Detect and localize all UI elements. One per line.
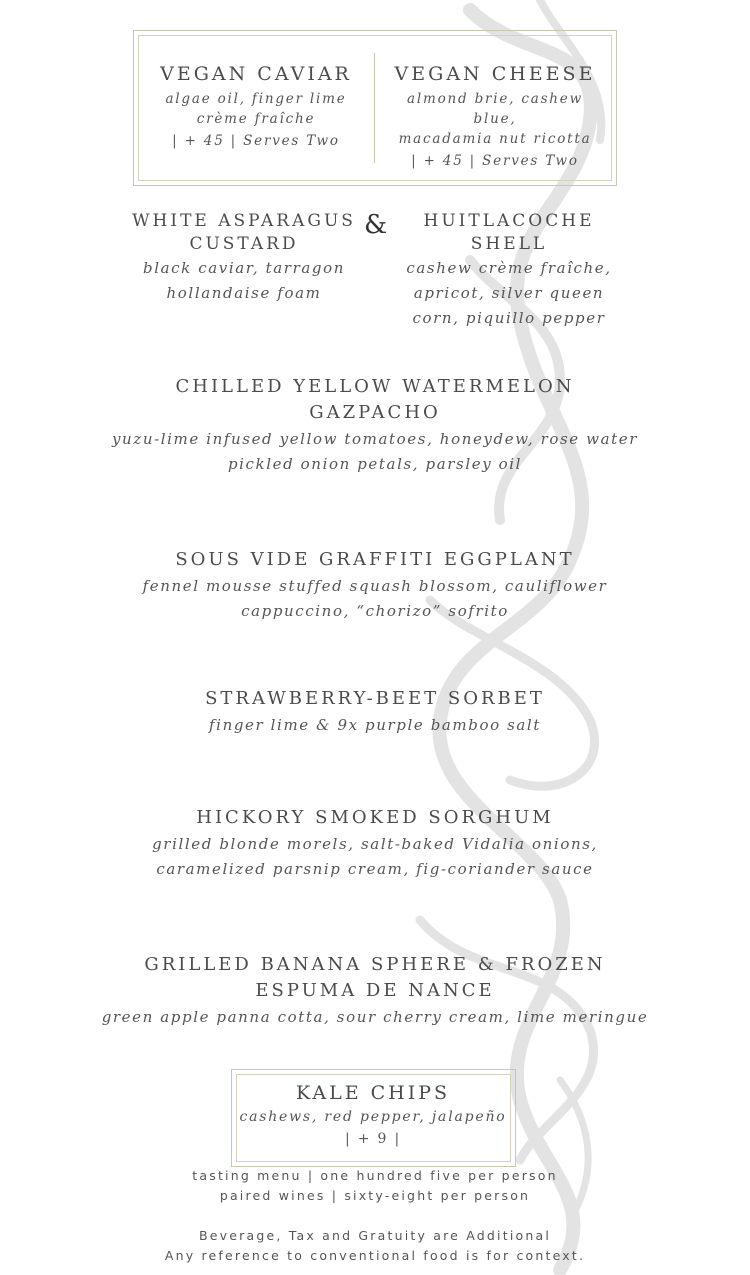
pairing-ampersand: & (364, 210, 388, 240)
course-sorbet (100, 686, 650, 738)
asparagus-title-2: CUSTARD (189, 234, 299, 254)
tasting-menu-price: tasting menu | one hundred five per person (192, 1168, 558, 1183)
course-gazpacho (100, 374, 650, 477)
gazpacho-desc-2: pickled onion petals, parsley oil (227, 455, 523, 473)
asparagus-course (130, 210, 358, 306)
eggplant-title: SOUS VIDE GRAFFITI EGGPLANT (175, 549, 575, 570)
eggplant-desc-2: cappuccino, “chorizo” sofrito (241, 602, 509, 620)
huitlacoche-desc-1: cashew crème fraîche, (406, 259, 612, 277)
vegan-cheese-title: VEGAN CHEESE (394, 63, 596, 85)
sorghum-desc-1: grilled blonde morels, salt-baked Vidalia onions, (152, 835, 598, 853)
course-banana (100, 952, 650, 1030)
paired-wines-price: paired wines | sixty-eight per person (219, 1188, 531, 1203)
additional-charges-note: Beverage, Tax and Gratuity are Additional (198, 1228, 551, 1243)
asparagus-desc-1: black caviar, tarragon (143, 259, 345, 277)
vegan-cheese-desc-2: macadamia nut ricotta (398, 131, 592, 147)
gazpacho-title-1: CHILLED YELLOW WATERMELON (175, 376, 575, 397)
sorbet-desc: finger lime & 9x purple bamboo salt (209, 716, 541, 734)
gazpacho-title-2: GAZPACHO (309, 402, 441, 423)
banana-title-1: GRILLED BANANA SPHERE & FROZEN (144, 954, 606, 975)
vegan-caviar-price: | + 45 | Serves Two (172, 133, 340, 149)
eggplant-desc-1: fennel mousse stuffed squash blossom, cauliflower (142, 577, 608, 595)
vegan-cheese-price: | + 45 | Serves Two (411, 153, 579, 169)
banana-desc: green apple panna cotta, sour cherry cream, lime meringue (101, 1008, 649, 1026)
sorghum-title: HICKORY SMOKED SORGHUM (196, 807, 554, 828)
gazpacho-desc-1: yuzu-lime infused yellow tomatoes, honeydew, rose water (111, 430, 638, 448)
course-sorghum (100, 805, 650, 882)
huitlacoche-title-2: SHELL (470, 234, 548, 254)
sorghum-desc-2: caramelized parsnip cream, fig-coriander sauce (156, 860, 594, 878)
premium-right (384, 62, 606, 171)
premium-left (148, 62, 364, 151)
asparagus-desc-2: hollandaise foam (166, 284, 322, 302)
vegan-cheese-desc-1: almond brie, cashew blue, (407, 91, 583, 127)
menu-footer (100, 1166, 650, 1266)
addon-kale-chips (236, 1080, 510, 1150)
vegan-caviar-title: VEGAN CAVIAR (160, 63, 352, 85)
kale-chips-title: KALE CHIPS (295, 1082, 451, 1104)
asparagus-title-1: WHITE ASPARAGUS (132, 211, 356, 231)
kale-chips-price: | + 9 | (344, 1131, 402, 1147)
huitlacoche-course (394, 210, 624, 331)
huitlacoche-desc-2: apricot, silver queen (413, 284, 605, 302)
banana-title-2: ESPUMA DE NANCE (255, 980, 495, 1001)
sorbet-title: STRAWBERRY-BEET SORBET (205, 688, 545, 709)
context-disclaimer: Any reference to conventional food is for context. (164, 1248, 586, 1263)
kale-chips-desc: cashews, red pepper, jalapeño (239, 1109, 507, 1125)
course-eggplant (100, 547, 650, 624)
huitlacoche-title-1: HUITLACOCHE (423, 211, 595, 231)
vegan-caviar-desc-2: crème fraîche (196, 111, 316, 127)
premium-divider (374, 53, 375, 163)
vegan-caviar-desc-1: algae oil, finger lime (165, 91, 347, 107)
huitlacoche-desc-3: corn, piquillo pepper (412, 309, 606, 327)
